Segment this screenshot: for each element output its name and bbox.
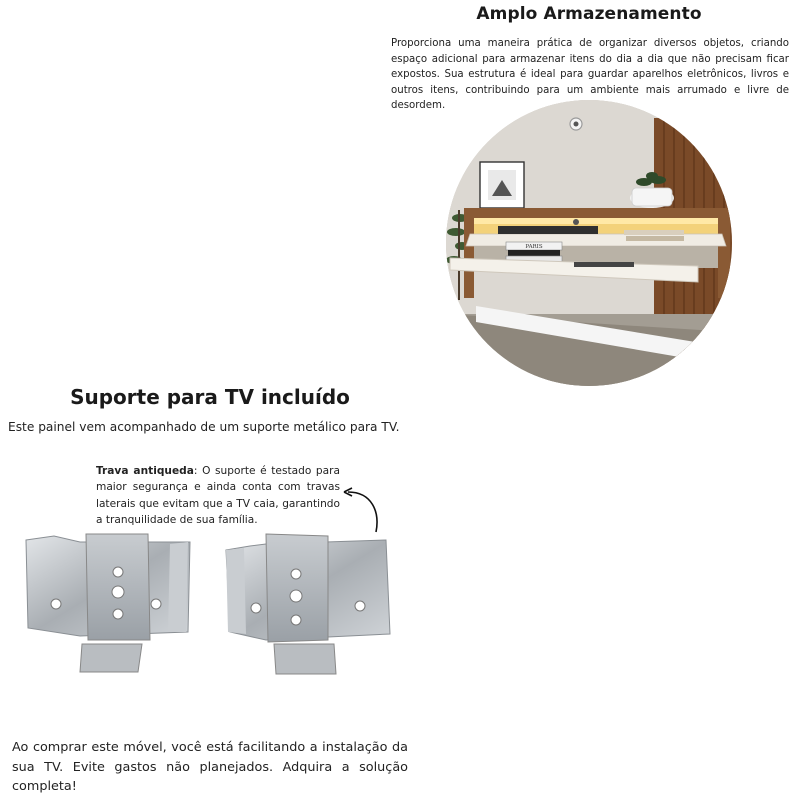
closing-text: Ao comprar este móvel, você está facilitando a instalação da sua TV. Evite gastos não planejados. Adquira a solução completa!	[12, 740, 408, 794]
bracket-left	[26, 534, 190, 672]
anti-fall-lock-text	[96, 463, 340, 528]
storage-description: Proporciona uma maneira prática de organizar diversos objetos, criando espaço adicional para armazenar itens do dia a dia que não precisam ficar expostos. Sua estrutura é ideal para guardar aparelhos eletrônicos, livros e outros itens, contribuindo para um ambiente mais arrumado e livre de desordem.	[391, 38, 789, 112]
anti-fall-lock-description: : O suporte é testado para maior segurança e ainda conta com travas laterais que evitam que a TV caia, garantindo a tranquilidade de sua família.	[96, 465, 340, 526]
book-label: PARIS	[525, 244, 543, 250]
storage-title: Amplo Armazenamento	[476, 4, 702, 24]
bracket-right	[226, 534, 390, 674]
tv-support-subtitle: Este painel vem acompanhado de um suporte metálico para TV.	[8, 420, 400, 434]
tv-brackets-illustration	[20, 528, 400, 678]
furniture-illustration	[446, 100, 732, 386]
tv-support-title: Suporte para TV incluído	[70, 385, 350, 409]
furniture-photo	[446, 100, 732, 386]
anti-fall-lock-label: Trava antiqueda	[96, 465, 194, 477]
